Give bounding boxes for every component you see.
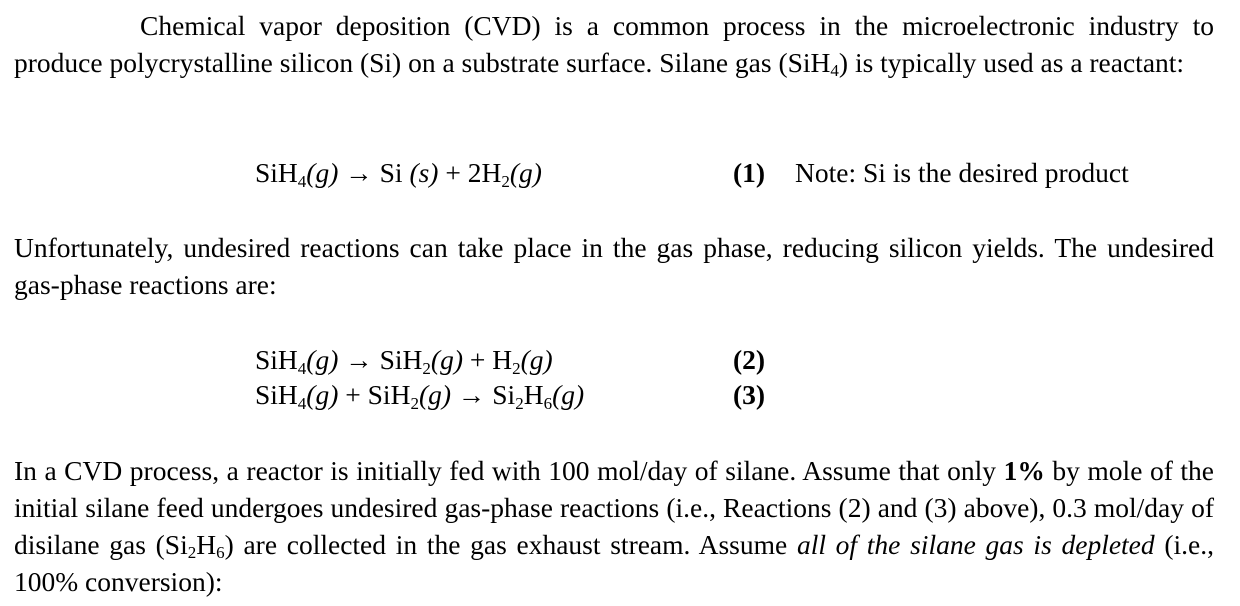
- reaction-3-number: (3): [733, 379, 766, 410]
- r1-reactant-phase: (g): [306, 157, 339, 188]
- r3-reactant1: SiH: [255, 379, 298, 410]
- final-text-5: (i.e., 100% conversion):: [14, 529, 1214, 597]
- final-text-4: ) are collected in the gas exhaust stream. Assume: [224, 529, 797, 560]
- final-italic: all of the silane gas is depleted: [796, 529, 1155, 560]
- r3-product-si-sub: 2: [515, 394, 524, 413]
- r3-product-h-sub: 6: [543, 394, 553, 413]
- final-paragraph: [14, 452, 1214, 600]
- intro-paragraph: [14, 7, 1214, 81]
- r2-reactant: SiH: [255, 344, 298, 375]
- intro-text-2: ) is typically used as a reactant:: [838, 47, 1185, 78]
- r2-product2-phase: (g): [520, 344, 553, 375]
- r1-product2-sub: 2: [501, 172, 510, 191]
- final-bold-percent: 1%: [1003, 455, 1045, 486]
- r3-arrow: →: [457, 379, 486, 410]
- reaction-1-number: (1): [733, 157, 766, 188]
- r3-product-h: H: [523, 379, 544, 410]
- reaction-3-equation: [255, 378, 584, 412]
- r2-product1: SiH: [379, 344, 423, 375]
- final-text-1: In a CVD process, a reactor is initially fed with 100 mol/day of silane. Assume that only: [14, 455, 1004, 486]
- r1-product1: Si: [379, 157, 403, 188]
- reaction-1-equation: [255, 156, 542, 190]
- r1-product1-phase: (s): [409, 157, 439, 188]
- r2-product1-phase: (g): [430, 344, 463, 375]
- r1-reactant: SiH: [255, 157, 298, 188]
- r2-reactant-phase: (g): [306, 344, 339, 375]
- intro-text-1: Chemical vapor deposition (CVD) is a common process in the microelectronic industry to produce polycrystalline silicon (Si) on a substrate surface. Silane gas (SiH: [14, 10, 1214, 78]
- reaction-2-number: (2): [733, 344, 766, 375]
- r2-arrow: →: [345, 344, 373, 375]
- reaction-2-equation: [255, 343, 553, 377]
- final-text-2: by mole of the initial silane feed undergoes undesired gas-phase reactions (i.e., Reactions (2) and (3) above), 0.3 mol/day of disilane gas (Si: [14, 455, 1214, 560]
- final-text-3: H: [196, 529, 217, 560]
- r1-plus: +: [445, 157, 461, 188]
- intro-sub: 4: [830, 61, 839, 80]
- r3-reactant2: SiH: [367, 379, 411, 410]
- reaction-1-note: Note: Si is the desired product: [795, 157, 1129, 188]
- r3-product-si: Si: [492, 379, 516, 410]
- final-sub-2: 6: [216, 543, 225, 562]
- r1-product2: 2H: [467, 157, 502, 188]
- middle-paragraph: Unfortunately, undesired reactions can take place in the gas phase, reducing silicon yields. The undesired gas-phase reactions are:: [14, 232, 1214, 300]
- r3-reactant2-phase: (g): [418, 379, 452, 410]
- r1-product2-phase: (g): [509, 157, 542, 188]
- r1-reactant-sub: 4: [297, 172, 307, 191]
- final-sub-1: 2: [187, 543, 197, 562]
- r2-product2: H: [492, 344, 513, 375]
- r3-reactant1-phase: (g): [306, 379, 339, 410]
- r2-product1-sub: 2: [422, 359, 431, 378]
- r3-reactant2-sub: 2: [410, 394, 419, 413]
- r3-plus: +: [345, 379, 361, 410]
- r2-plus: +: [469, 344, 486, 375]
- r3-reactant1-sub: 4: [297, 394, 307, 413]
- r1-arrow: →: [345, 157, 373, 188]
- r2-reactant-sub: 4: [297, 359, 307, 378]
- r2-product2-sub: 2: [512, 359, 521, 378]
- r3-product-phase: (g): [552, 379, 585, 410]
